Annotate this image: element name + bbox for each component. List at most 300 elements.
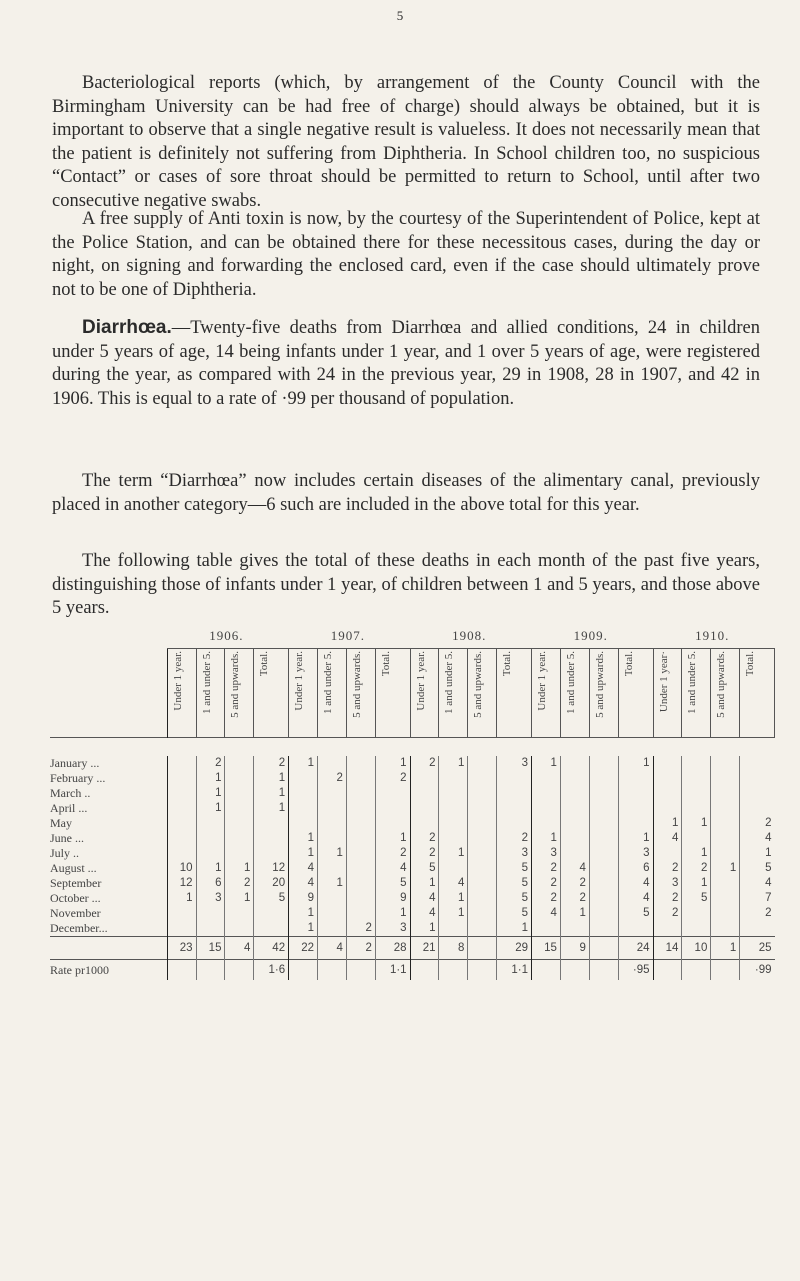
table-cell [410,771,439,786]
table-cell [196,906,225,921]
table-cell: 1 [682,846,711,861]
table-cell [289,801,318,816]
table-cell [254,846,289,861]
table-cell [560,846,589,861]
rate-cell [653,960,682,981]
year-header-row [50,628,775,649]
table-cell [375,801,410,816]
table-cell: 4 [740,831,775,846]
table-row [50,756,775,771]
column-header [410,649,439,738]
column-header-label: Total. [501,651,514,677]
month-label: January ... [50,756,100,770]
month-label: October ... [50,891,101,905]
rate-label: Rate pr1000 [50,960,167,981]
rate-cell [410,960,439,981]
table-cell [653,846,682,861]
table-cell [439,801,468,816]
table-cell [318,861,347,876]
table-cell [560,801,589,816]
total-cell: 4 [318,937,347,960]
column-header-label: 1 and under 5. [564,651,577,714]
column-header [254,649,289,738]
column-header-label: Total. [744,651,757,677]
table-cell [711,906,740,921]
column-header-label: 1 and under 5. [443,651,456,714]
column-header-label: Under 1 year. [414,651,427,711]
rate-cell: 1·6 [254,960,289,981]
table-cell: 4 [410,906,439,921]
table-cell: 5 [497,876,532,891]
table-cell [468,786,497,801]
rate-cell [289,960,318,981]
rate-cell [468,960,497,981]
column-header [682,649,711,738]
rate-cell: 1·1 [497,960,532,981]
table-cell [318,831,347,846]
table-cell [167,906,196,921]
separator-cell [410,738,439,757]
header-separator [50,738,775,757]
table-cell [254,816,289,831]
rate-cell: ·95 [618,960,653,981]
table-cell: 1 [653,816,682,831]
table-cell: 2 [225,876,254,891]
rate-cell [532,960,561,981]
table-cell: 5 [254,891,289,906]
table-cell [196,816,225,831]
table-cell: 9 [289,891,318,906]
total-cell: 28 [375,937,410,960]
table-cell [167,801,196,816]
table-cell: 1 [439,891,468,906]
table-cell: 2 [410,756,439,771]
year-header: 1908. [452,628,487,643]
separator-cell [50,738,167,757]
paragraph-diarrhoea [52,316,760,411]
table-cell [439,771,468,786]
column-header [468,649,497,738]
column-header [225,649,254,738]
table-row [50,771,775,786]
table-cell: 1 [318,846,347,861]
column-header [375,649,410,738]
table-cell: 12 [254,861,289,876]
table-cell: 3 [375,921,410,937]
table-cell [346,756,375,771]
table-cell: 1 [225,861,254,876]
table-cell: 2 [196,756,225,771]
column-header-label: 5 and upwards. [472,651,485,718]
table-cell: 5 [682,891,711,906]
table-cell: 2 [375,771,410,786]
table-cell [167,771,196,786]
table-cell: 1 [318,876,347,891]
table-cell [167,831,196,846]
separator-cell [196,738,225,757]
column-header [196,649,225,738]
table-cell [589,786,618,801]
table-cell [711,816,740,831]
table-cell: 4 [740,876,775,891]
month-header [50,649,167,738]
table-row [50,906,775,921]
column-header [589,649,618,738]
table-cell: 1 [682,876,711,891]
table-cell [653,756,682,771]
table-cell [410,801,439,816]
table-cell [289,786,318,801]
table-cell [468,831,497,846]
column-header [346,649,375,738]
table-cell: 4 [532,906,561,921]
column-header [653,649,682,738]
separator-cell [589,738,618,757]
total-cell: 10 [682,937,711,960]
table-cell: 3 [532,846,561,861]
table-cell: 1 [497,921,532,937]
table-cell [740,756,775,771]
table-cell [497,771,532,786]
table-cell [682,831,711,846]
table-cell [346,906,375,921]
year-header: 1906. [209,628,244,643]
paragraph-text: The term “Diarrhœa” now includes certain diseases of the alimentary canal, previously placed in another category—6 such are included in the above total for this year. [52,471,760,515]
month-label: July .. [50,846,80,860]
totals-label [50,937,167,960]
table-cell: 1 [532,831,561,846]
separator-cell [289,738,318,757]
separator-cell [682,738,711,757]
table-cell [682,801,711,816]
table-cell: 1 [682,816,711,831]
table-cell: 1 [375,756,410,771]
table-cell [589,831,618,846]
total-cell: 22 [289,937,318,960]
column-header-label: 1 and under 5. [322,651,335,714]
table-cell [618,801,653,816]
table-cell: 3 [497,846,532,861]
column-header-label: Under 1 year. [171,651,184,711]
rate-cell [589,960,618,981]
table-cell: 6 [618,861,653,876]
table-cell [439,831,468,846]
table-cell: 1 [711,861,740,876]
total-cell: 24 [618,937,653,960]
table-cell [740,771,775,786]
month-label: April ... [50,801,88,815]
table-cell: 7 [740,891,775,906]
table-cell: 1 [289,756,318,771]
column-header [167,649,196,738]
table-cell [225,816,254,831]
rate-cell [439,960,468,981]
sub-header-row [50,649,775,738]
table-cell [167,846,196,861]
table-cell: 2 [740,816,775,831]
table-row [50,846,775,861]
table-cell [346,771,375,786]
column-header-label: Total. [258,651,271,677]
table-cell [410,816,439,831]
rate-cell [225,960,254,981]
table-cell [468,921,497,937]
column-header-label: 1 and under 5. [686,651,699,714]
table-cell [589,771,618,786]
table-cell: 2 [497,831,532,846]
table-cell [711,891,740,906]
table-cell: 2 [560,891,589,906]
table-cell [468,846,497,861]
table-cell: 1 [254,786,289,801]
table-cell [375,786,410,801]
table-cell: 10 [167,861,196,876]
table-cell [225,831,254,846]
rate-cell [196,960,225,981]
table-cell [532,816,561,831]
table-cell [254,906,289,921]
table-cell [318,756,347,771]
table-row [50,816,775,831]
table-cell: 1 [410,876,439,891]
total-cell: 29 [497,937,532,960]
table-cell [167,816,196,831]
separator-cell [532,738,561,757]
table-cell: 1 [375,906,410,921]
table-cell [682,921,711,937]
table-row [50,861,775,876]
column-header-label: 1 and under 5. [200,651,213,714]
table-cell [346,891,375,906]
total-cell: 15 [532,937,561,960]
table-cell [225,786,254,801]
table-cell: 1 [439,756,468,771]
table-cell: 1 [289,846,318,861]
table-cell: 2 [318,771,347,786]
table-cell: 1 [196,771,225,786]
totals-row [50,937,775,960]
table-cell [468,891,497,906]
table-cell: 1 [439,846,468,861]
table-cell [225,846,254,861]
table-cell [532,801,561,816]
table-cell: 5 [740,861,775,876]
table-cell [318,816,347,831]
table-cell: 1 [532,756,561,771]
table-row [50,876,775,891]
table-cell: 5 [497,861,532,876]
table-cell: 2 [653,906,682,921]
table-cell [740,786,775,801]
table-cell [439,921,468,937]
table-cell [532,921,561,937]
table-cell [589,891,618,906]
table-cell: 5 [410,861,439,876]
table-cell: 1 [254,801,289,816]
column-header [560,649,589,738]
table-cell: 4 [653,831,682,846]
total-cell: 8 [439,937,468,960]
paragraph-text: The following table gives the total of these deaths in each month of the past five years, distinguishing those of infants under 1 year, of children between 1 and 5 years, and those above 5 years. [52,551,760,618]
separator-cell [711,738,740,757]
table-cell [589,816,618,831]
table-cell [532,771,561,786]
separator-cell [375,738,410,757]
table-cell [711,921,740,937]
total-cell: 15 [196,937,225,960]
table-cell: 1 [196,786,225,801]
paragraph-term [52,470,760,517]
table-cell: 1 [289,921,318,937]
table-cell [468,756,497,771]
column-header [711,649,740,738]
separator-cell [346,738,375,757]
table-cell [560,831,589,846]
table-cell: 2 [532,876,561,891]
month-label: December... [50,921,108,935]
diarrhoea-deaths-table [50,628,775,1108]
table-cell [532,786,561,801]
table-cell: 1 [167,891,196,906]
table-cell: 1 [375,831,410,846]
table-cell: 1 [225,891,254,906]
table-cell: 2 [254,756,289,771]
total-cell: 42 [254,937,289,960]
table-cell: 4 [289,861,318,876]
month-label: June ... [50,831,84,845]
table-cell: 5 [497,891,532,906]
table-cell: 3 [497,756,532,771]
separator-cell [318,738,347,757]
paragraph-bacteriological [52,72,760,213]
table-cell: 4 [560,861,589,876]
table-cell [589,921,618,937]
table-cell: 2 [653,891,682,906]
table-cell: 2 [375,846,410,861]
table-cell [618,786,653,801]
table-cell [196,831,225,846]
table-cell [711,801,740,816]
table-cell [589,876,618,891]
section-heading: Diarrhœa. [82,317,172,338]
table-cell [439,816,468,831]
table-cell: 3 [618,846,653,861]
table-cell [318,891,347,906]
table-row [50,801,775,816]
table-cell [225,801,254,816]
separator-cell [225,738,254,757]
year-header: 1907. [330,628,365,643]
rate-cell [682,960,711,981]
column-header-label: Total. [379,651,392,677]
table-cell: 2 [532,861,561,876]
separator-cell [439,738,468,757]
table-cell [318,921,347,937]
column-header [439,649,468,738]
table-cell [318,906,347,921]
table-cell [682,771,711,786]
paragraph-antitoxin [52,208,760,302]
rate-cell [346,960,375,981]
table-cell: 2 [532,891,561,906]
table-cell [560,786,589,801]
table-cell [468,876,497,891]
total-cell: 25 [740,937,775,960]
table-cell: 5 [618,906,653,921]
table-cell [254,921,289,937]
table-row [50,921,775,937]
separator-cell [254,738,289,757]
month-header [50,628,167,649]
paragraph-table-intro [52,550,760,621]
separator-cell [618,738,653,757]
table-cell: 4 [289,876,318,891]
table-cell [167,786,196,801]
table-cell: 1 [196,861,225,876]
table-cell: 2 [410,831,439,846]
table-cell [346,861,375,876]
column-header-label: Total. [622,651,635,677]
monthly-deaths-table [50,628,775,980]
total-cell [468,937,497,960]
table-cell [410,786,439,801]
table-cell [225,921,254,937]
column-header [618,649,653,738]
table-cell [653,771,682,786]
table-cell [589,906,618,921]
column-header-label: Under 1 year· [657,651,670,713]
separator-cell [740,738,775,757]
total-cell: 14 [653,937,682,960]
table-cell [497,816,532,831]
table-cell [682,906,711,921]
table-cell: 2 [410,846,439,861]
rate-row [50,960,775,981]
column-header [740,649,775,738]
table-cell: 2 [682,861,711,876]
table-cell [682,786,711,801]
table-cell [682,756,711,771]
column-header [532,649,561,738]
rate-cell [711,960,740,981]
table-cell [289,816,318,831]
table-cell [618,816,653,831]
separator-cell [497,738,532,757]
table-cell [468,906,497,921]
paragraph-text: Bacteriological reports (which, by arrangement of the County Council with the Birmingham University can be had free of charge) should always be obtained, but it is important to observe that a single negative result is valueless. It does not necessarily mean that the patient is definitely not suffering from Diphtheria. In School children too, no suspicious “Contact” or cases of sore throat should be permitted to return to School, until after two consecutive negative swabs. [52,73,760,211]
total-cell: 9 [560,937,589,960]
column-header [497,649,532,738]
year-header: 1910. [695,628,730,643]
table-cell: 9 [375,891,410,906]
table-row [50,891,775,906]
table-cell [560,921,589,937]
total-cell: 1 [711,937,740,960]
total-cell: 21 [410,937,439,960]
table-cell [225,756,254,771]
table-cell [468,771,497,786]
table-cell [589,801,618,816]
page-number: 5 [396,8,404,23]
table-cell: 1 [618,756,653,771]
month-label: February ... [50,771,106,785]
total-cell: 4 [225,937,254,960]
table-cell [468,861,497,876]
table-cell: 1 [560,906,589,921]
table-cell [346,816,375,831]
table-cell [497,786,532,801]
paragraph-text: —Twenty-five deaths from Diarrhœa and allied conditions, 24 in children under 5 years of age, 14 being infants under 1 year, and 1 over 5 years of age, were registered during the year, as compared with 24 in the previous year, 29 in 1908, 28 in 1907, and 42 in 1906. This is equal to a rate of ·99 per thousand of population. [52,318,760,409]
